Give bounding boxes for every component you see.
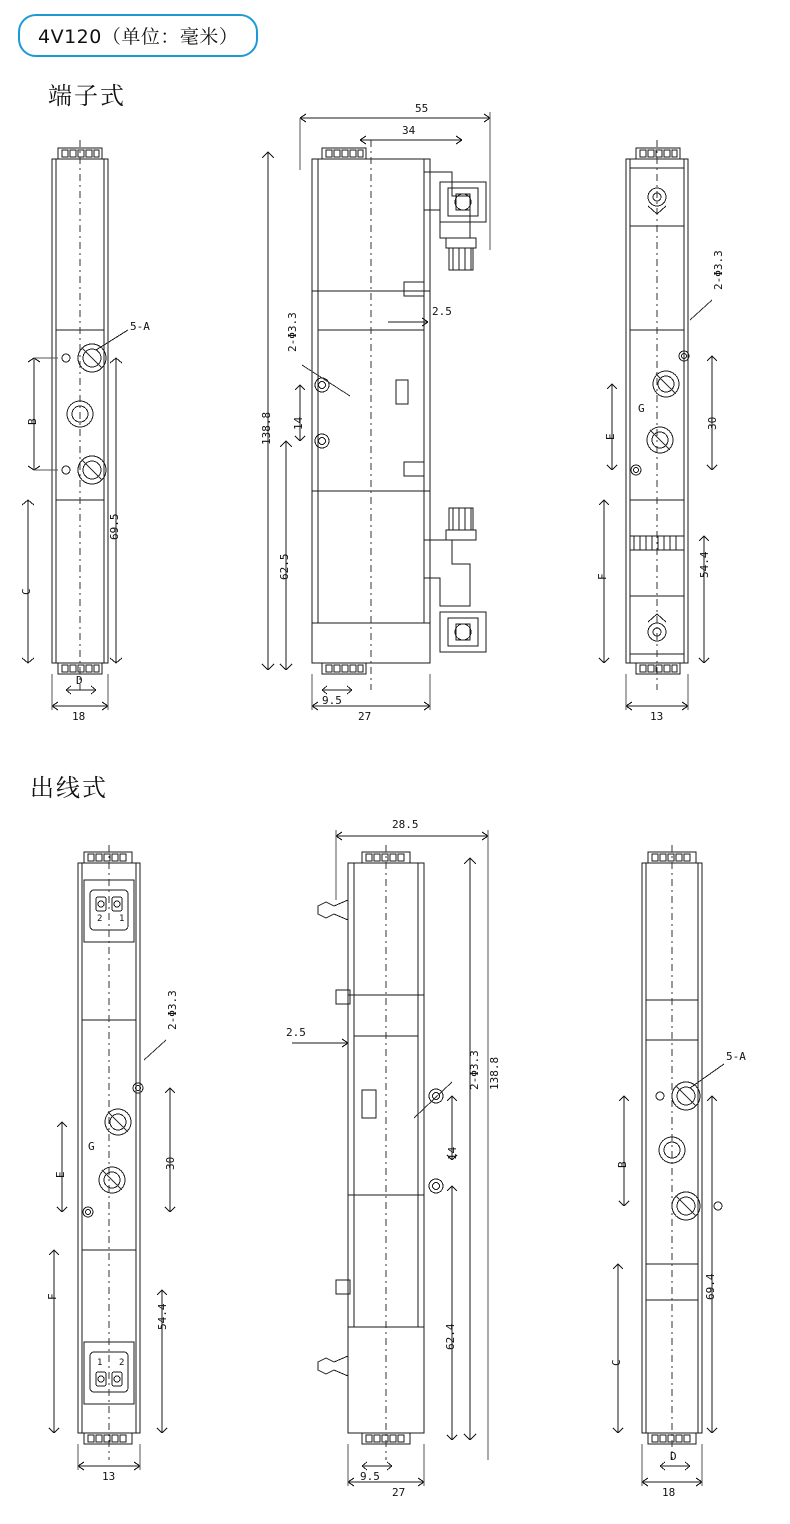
dim-g-back: G (638, 402, 645, 415)
dim-e-back: E (604, 433, 617, 440)
conn-label-1-bottom: 1 (97, 1358, 103, 1368)
title-badge (18, 14, 258, 57)
dim-28-5: 28.5 (392, 818, 419, 831)
dim-e-lead: E (54, 1171, 67, 1178)
dim-69-5: 69.5 (108, 513, 121, 540)
dim-69-4: 69.4 (704, 1273, 717, 1300)
dim-d-back: D (670, 1450, 677, 1463)
dim-5a-back: 5-A (726, 1050, 746, 1063)
dim-d-front: D (76, 674, 83, 687)
section-title-leadwire: 出线式 (30, 774, 108, 802)
dim-30-back: 30 (706, 416, 719, 430)
dim-138-8-terminal: 138.8 (260, 411, 273, 445)
dim-c-front: C (20, 588, 33, 595)
dim-2-5-terminal: 2.5 (432, 305, 452, 318)
conn-label-2-top: 2 (97, 914, 103, 924)
dim-13-back: 13 (650, 710, 664, 723)
dim-62-4: 62.4 (444, 1323, 457, 1350)
dim-b-front: B (26, 418, 39, 425)
dim-b-back: B (616, 1161, 629, 1168)
dim-14-terminal: 14 (292, 416, 305, 430)
dim-hole-terminal-side: 2-Φ3.3 (286, 312, 299, 352)
dim-34: 34 (402, 124, 416, 137)
dim-5a-front: 5-A (130, 320, 150, 333)
dim-54-4-lead: 54.4 (156, 1303, 169, 1330)
dim-hole-lead-front: 2-Φ3.3 (166, 990, 179, 1030)
dim-62-5: 62.5 (278, 553, 291, 580)
dim-27-terminal: 27 (358, 710, 372, 723)
section-title-terminal: 端子式 (48, 82, 126, 110)
dim-hole-terminal-back: 2-Φ3.3 (712, 250, 725, 290)
dim-18-back: 18 (662, 1486, 676, 1499)
conn-label-1-top: 1 (119, 914, 125, 924)
dim-9-5-lead: 9.5 (360, 1470, 380, 1483)
dim-c-back: C (610, 1359, 623, 1366)
dim-9-5-terminal: 9.5 (322, 694, 342, 707)
dim-138-8-lead: 138.8 (488, 1056, 501, 1090)
dim-54-4-back: 54.4 (698, 551, 711, 578)
dim-hole-lead-side: 2-Φ3.3 (468, 1050, 481, 1090)
dim-f-back: F (596, 573, 609, 580)
dim-2-5-lead: 2.5 (286, 1026, 306, 1039)
dim-30-lead: 30 (164, 1156, 177, 1170)
dim-18-front: 18 (72, 710, 86, 723)
dim-27-lead: 27 (392, 1486, 406, 1499)
dim-g-lead: G (88, 1140, 95, 1153)
dim-14-lead: 14 (446, 1146, 459, 1160)
dim-f-lead: F (46, 1293, 59, 1300)
conn-label-2-bottom: 2 (119, 1358, 125, 1368)
title-badge-label: 4V120（单位：毫米） (38, 26, 239, 48)
dim-13-lead: 13 (102, 1470, 116, 1483)
dim-55: 55 (415, 102, 429, 115)
